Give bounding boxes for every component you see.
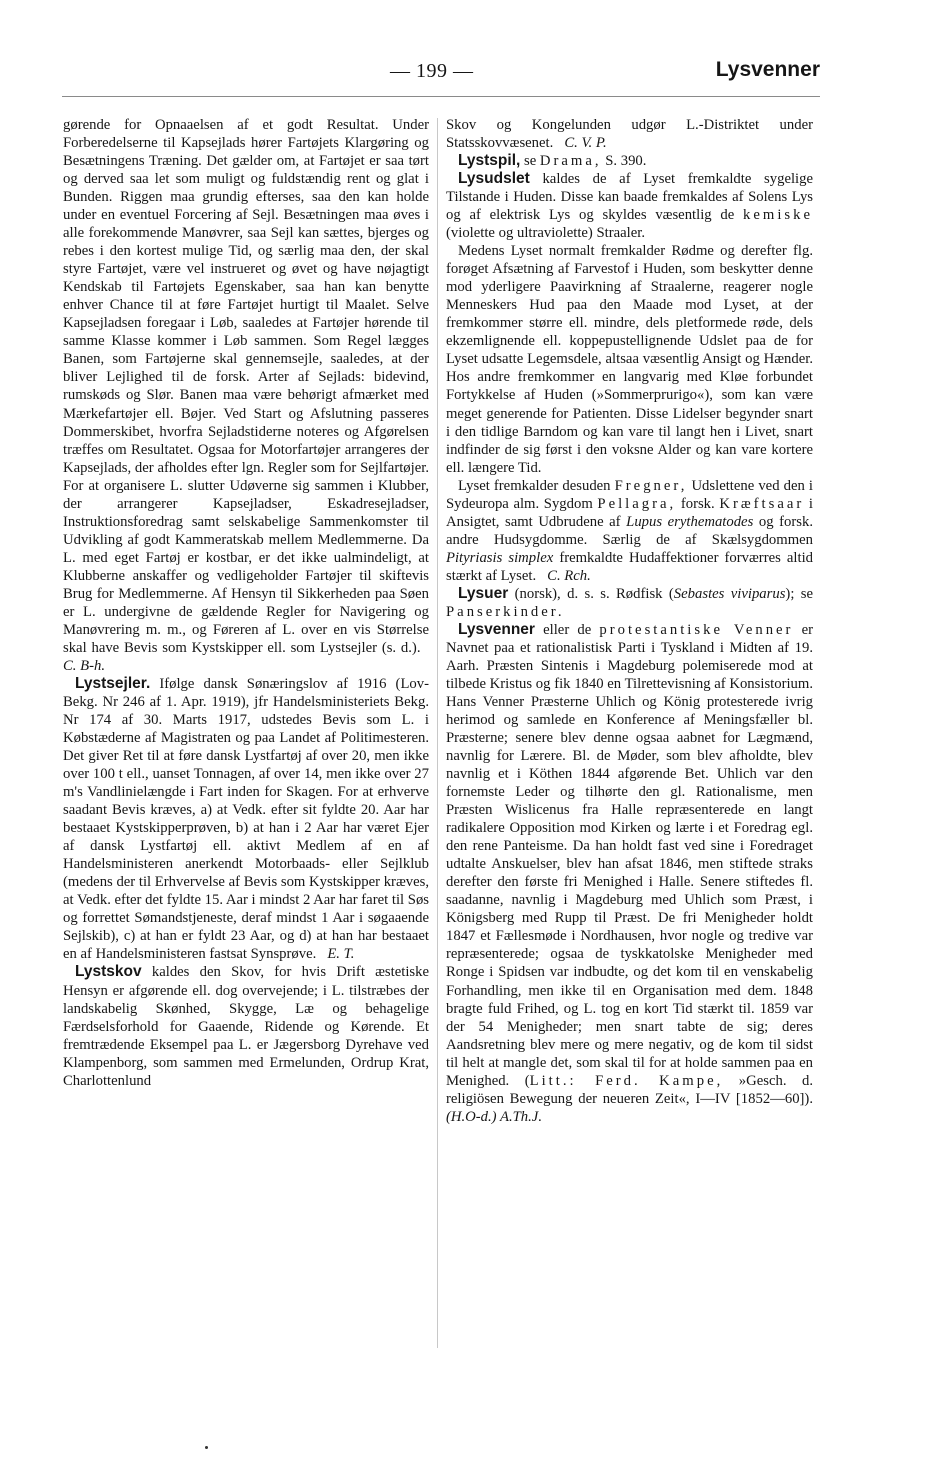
left-column — [63, 116, 429, 1090]
entry-lystsejlads-continued: gørende for Opnaaelsen af et godt Resultat. Under Forberedelserne til Kapsejlads hører Fartøjets Klargøring og Besætningens Træning. Det gælder om, at Fartøjet er saa tørt og derved saa let som muligt og fuldstændig rent og glat i Bunden. Riggen maa grundig efterses, saa den kan holde under en eventuel Forcering af Sejl. Besætningen maa øves i alle forekommende Manøvrer, saa Sejl kan sættes, bjerges og rebes i den kortest mulige Tid, og særlig maa den, der skal styre Fartøjet, være vel instrueret og øvet og have nøjagtigt Kendskab til Fartøjets Egenskaber, saa han kan benytte enhver Chance til at føre Fartøjet hurtigt til Maalet. Selve Kapsejladsen foregaar i Løb, saaledes at Fartøjer hørende til samme Klasse kommer i Løb sammen. Som Regel lægges Banen, som Fartøjerne skal gennemsejle, saaledes, at der bliver Lejlighed til de forsk. Arter af Sejlads: bidevind, rumskøds og Slør. Banen maa være behørigt afmærket med Mærkefartøjer ell. Bøjer. Ved Start og Afslutning passeres Dommerskibet, hvorfra Sejladstiderne noteres og Afgørelsen træffes om Resultatet. Ogsaa for Motorfartøjer arrangeres der Kapsejlads, der afholdes efter lgn. Regler som for Sejlfartøjer. For at organisere L. slutter Udøverne sig sammen i Klubber, der arrangerer Kapsejladser, Eskadresejladser, Instruktionsforedrag samt selskabelige Sammenkomster til Udvikling af godt Kammeratskab mellem Medlemmerne. Da L. med eget Fartøj er kostbar, er det ikke ualmindeligt, at Klubberne anskaffer og vedligeholder Fartøjer til skiftevis Brug for Medlemmerne. Af Hensyn til Sikkerheden paa Søen er L. undergivne de gældende Regler for Navigering og Manøvrering m. m., og Føreren af L. over en vis Størrelse skal have Bevis som Kystskipper ell. som Lystsejler (s. d.). C. B-h. — [63, 117, 429, 674]
entry-headword: Lysvenner — [458, 620, 535, 638]
author-signature: C. B-h. — [63, 657, 106, 674]
cross-reference: Panserkinder. — [446, 603, 565, 620]
entry-lysvenner: Lysvenner eller de protestantiske Venner er Navnet paa et rationalistisk Parti i Tyskland i Midten af 19. Aarh. Præsten Sintenis i Magdeburg polemiserede mod at tilbede Kristus og fik 1840 en Tilrettevisning af Konsistorium. Hans Venner Præsterne Uhlich og König protesterede ivrig herimod og samlede en Konference af Meningsfæller bl. Præsterne; senere blev denne ogsaa aabnet for Lægmænd, navnlig for Lærere. Bl. de Møder, som blev afholdte, blev navnlig et i Köthen 1844 afgørende Bet. Uhlich var den fornemste Leder og tilhørte den gl. Rationalisme, men Præsten Wislicenus fra Halle repræsenterede en langt radikalere Opposition mod Kirken og lærte i et Foredrag egl. den rene Panteisme. Da han holdt fast ved sine i Foredraget udtalte Anskuelser, blev han afsat 1846, men stiftede straks derefter den første fri Menighed i Halle. Senere stiftedes fl. saadanne, navnlig i Magdeburg med Uhlich som Præst, i Königsberg med Rupp til Præst. De fri Menigheder holdt 1847 et Fællesmøde i Nordhausen, hvor nogle og tredive var repræsenterede; ogsaa de tyskkatolske Menigheder med Ronge i Spidsen var indbudte, og det kom til en venskabelig Forhandling, men ikke til en Organisation med dem. 1848 bragte fuld Frihed, og L. tog en kort Tid stærkt til. 1859 var der 54 Menigheder; men snart tabte de sig; deres Aandsretning blev mere og mere negativ, og de kom til sidst til helt at mangle det, som skal til for at holde sammen paa en Menighed. (Litt.: Ferd. Kampe, »Gesch. d. religiösen Bewegung der neueren Zeit«, I—IV [1852—60]). (H.O-d.) A.Th.J. — [446, 620, 814, 1125]
entry-headword: Lystsejler. — [75, 674, 151, 692]
page-header — [60, 52, 820, 92]
entry-lysudslet: Lysudslet kaldes de af Lyset fremkaldte sygelige Tilstande i Huden. Disse kan baade fremkaldes af Solens Lys og af elektrisk Lys og skyldes væsentlig de kemiske (violette og ultraviolette) Straaler. — [446, 170, 813, 242]
author-signature: E. T. — [327, 946, 355, 963]
right-column — [446, 116, 813, 1126]
running-head: Lysvenner — [715, 58, 820, 81]
entry-lysudslet-body2: Lyset fremkalder desuden Fregner, Udslettene ved den i Sydeuropa alm. Sygdom Pellagra, forsk. Kræftsaar i Ansigtet, samt Udbrudene af Lupus erythematodes og forsk. andre Hudsygdomme. Særlig de af Skælsygdommen Pityriasis simplex fremkaldte Hudaffektioner forværres altid stærkt af Lyset. C. Rch. — [446, 477, 814, 584]
header-rule — [62, 96, 820, 97]
column-divider — [437, 118, 438, 1348]
author-signature: C. Rch. — [547, 567, 591, 584]
entry-lysuer: Lysuer (norsk), d. s. s. Rødfisk (Sebastes viviparus); se Panserkinder. — [446, 584, 813, 620]
entry-headword: Lysuer — [458, 584, 509, 602]
cross-reference: Drama, — [539, 153, 602, 170]
author-signature: (H.O-d.) A.Th.J. — [446, 1108, 542, 1125]
page-number: — 199 — — [390, 60, 474, 82]
print-speck — [205, 1446, 208, 1449]
entry-lysudslet-body: Medens Lyset normalt fremkalder Rødme og derefter flg. forøget Afsætning af Farvestof i Huden, som beskytter denne mod yderligere Paavirkning af Straalerne, reagerer nogle Menneskers Hud paa den Maade mod Lyset, at der fremkommer større ell. mindre, dels pletformede røde, dels ekzemlignende ell. koppepustellignende Udslet paa de for Lyset udsatte Legemsdele, altsaa væsentlig Ansigt og Hænder. Hos andre fremkommer en langvarig med Kløe forbundet Fortykkelse af Huden (»Sommerprurigo«), som kan være meget generende for Patienten. Disse Lidelser begynder snart i den tidlige Barndom og kan vare til langt hen i Livet, snart indfinder de sig først i den voksne Alder og kan vare kortere ell. længere Tid. — [446, 243, 814, 476]
entry-headword: Lystspil, — [458, 152, 521, 170]
entry-lystspil: Lystspil, se Drama, S. 390. — [458, 152, 647, 170]
entry-lystskov-continued: Skov og Kongelunden udgør L.-Distriktet under Statsskovvæsenet. C. V. P. — [446, 117, 813, 152]
entry-headword: Lysudslet — [458, 170, 530, 188]
entry-lystsejler: Lystsejler. Ifølge dansk Sønæringslov af 1916 (Lov-Bekg. Nr 246 af 1. Apr. 1919), jfr Handelsministeriets Bekg. Nr 174 af 30. Marts 1917, udstedes Bevis som L. i Købstæderne af Magistraten og paa Landet af Politimesteren. Det giver Ret til at føre dansk Lystfartøj af over 20, men ikke over 100 t ell., uanset Tonnagen, af over 14, men ikke over 27 m's Vandlinielængde i Fart inden for Skagen. For at erhverve saadant Bevis kræves, a) at Vedk. efter sit fyldte 20. Aar har bestaaet Kystskipperprøven, b) at han i 2 Aar har været Ejer af dansk Lystfartøj ell. aktivt Medlem af en af Handelsministeren anerkendt Motorbaads- eller Sejlklub (medens der til Erhvervelse af Bevis som Kystskipper kræves, at Vedk. efter det fyldte 15. Aar i mindst 2 Aar har faret til Søs og forrettet Sømandstjeneste, deraf mindst 1 Aar i søgaaende Sejlskib), c) at han er fyldt 23 Aar, og d) at han har bestaaet en af Handelsministeren fastsat Synsprøve. E. T. — [63, 674, 430, 963]
entry-headword: Lystskov — [75, 963, 142, 981]
entry-lystskov: Lystskov kaldes den Skov, for hvis Drift æstetiske Hensyn er afgørende ell. dog overvejende; i L. tilstræbes der landskabelig Skønhed, Skygge, Læ og behagelige Færdselsforhold for Gaaende, Ridende og Kørende. Et fremtrædende Eksempel paa L. er Jægersborg Dyrehave ved Klampenborg, som sammen med Ermelunden, Ordrup Krat, Charlottenlund — [63, 963, 429, 1089]
author-signature: C. V. P. — [564, 135, 607, 152]
